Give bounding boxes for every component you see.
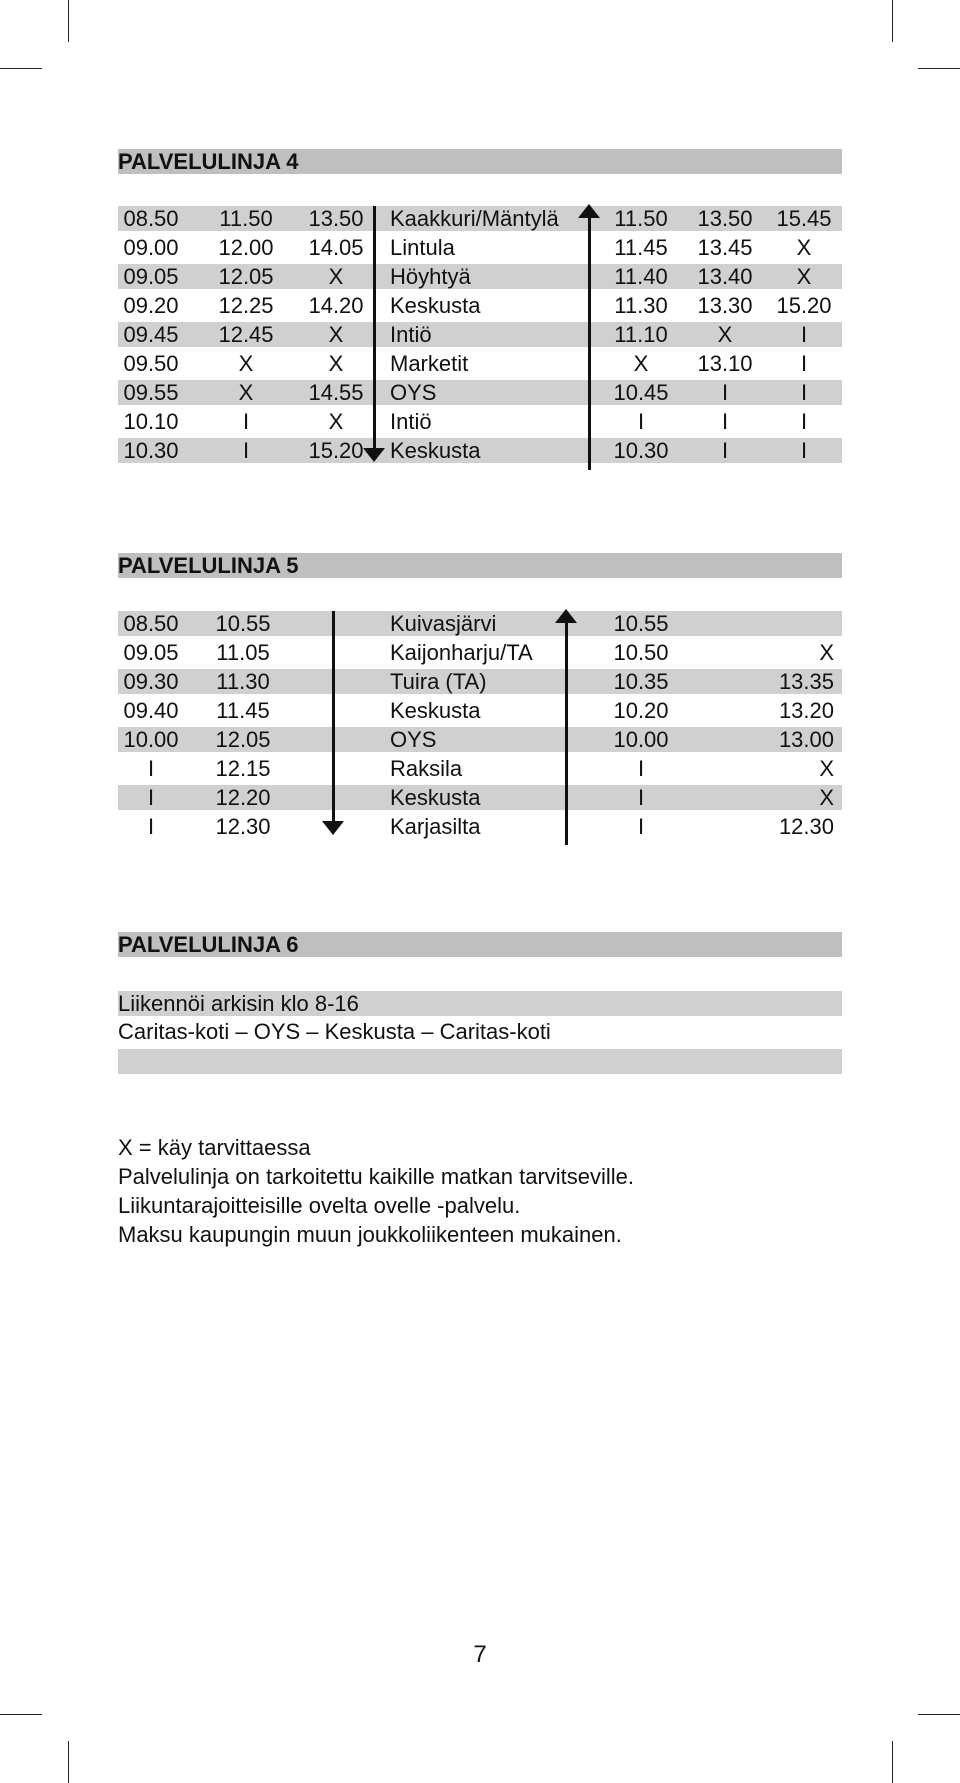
timetable-row (118, 609, 842, 638)
timetable-row (118, 233, 842, 262)
crop-mark (918, 68, 960, 69)
line6-route: Caritas-koti – OYS – Keskusta – Caritas-koti (118, 1019, 551, 1044)
up-arrow-icon (555, 609, 577, 623)
timetable-row (118, 204, 842, 233)
outbound-direction-line (332, 611, 335, 821)
return-departure-2: I (721, 380, 729, 405)
crop-mark (0, 68, 42, 69)
stop-name: Karjasilta (390, 814, 481, 839)
outbound-departure-1: 09.00 (123, 235, 179, 260)
outbound-departure-3: 14.20 (308, 293, 364, 318)
timetable-row (118, 667, 842, 696)
return-departure-3: I (800, 351, 808, 376)
outbound-departure-1: 09.05 (123, 264, 179, 289)
return-departure-1: 10.00 (613, 727, 669, 752)
return-departure-2: 13.20 (778, 698, 834, 723)
page-number: 7 (473, 1641, 487, 1668)
return-departure-1: 10.45 (613, 380, 669, 405)
return-departure-1: I (637, 756, 645, 781)
line4-timetable (118, 204, 842, 465)
outbound-departure-3: 14.05 (308, 235, 364, 260)
return-departure-2: I (721, 438, 729, 463)
timetable-row (118, 436, 842, 465)
timetable-row (118, 696, 842, 725)
crop-mark (892, 1741, 893, 1783)
crop-mark (68, 0, 69, 42)
return-departure-2: 13.45 (697, 235, 753, 260)
stop-name: Keskusta (390, 438, 481, 463)
outbound-departure-2: I (242, 438, 250, 463)
stop-name: Keskusta (390, 785, 481, 810)
return-departure-3: X (796, 264, 812, 289)
outbound-departure-1: 09.05 (123, 640, 179, 665)
timetable-row (118, 262, 842, 291)
outbound-departure-2: 12.05 (218, 264, 274, 289)
outbound-departure-1: 09.45 (123, 322, 179, 347)
outbound-departure-1: 08.50 (123, 206, 179, 231)
outbound-departure-3: 15.20 (308, 438, 364, 463)
crop-mark (892, 0, 893, 42)
outbound-departure-2: I (242, 409, 250, 434)
timetable-row (118, 349, 842, 378)
return-departure-1: 10.30 (613, 438, 669, 463)
return-departure-2: 13.10 (697, 351, 753, 376)
return-departure-2: 12.30 (778, 814, 834, 839)
crop-mark (918, 1714, 960, 1715)
return-departure-3: I (800, 322, 808, 347)
return-departure-3: I (800, 409, 808, 434)
timetable-row (118, 320, 842, 349)
return-departure-2: X (819, 756, 834, 781)
outbound-departure-1: I (147, 756, 155, 781)
note-door-to-door: Liikuntarajoitteisille ovelta ovelle -palvelu. (118, 1193, 521, 1218)
stop-name: Keskusta (390, 698, 481, 723)
down-arrow-icon (322, 821, 344, 835)
return-departure-3: 15.20 (776, 293, 832, 318)
outbound-departure-3: X (328, 351, 344, 376)
outbound-departure-3: 13.50 (308, 206, 364, 231)
outbound-departure-2: 12.45 (218, 322, 274, 347)
outbound-departure-1: 09.20 (123, 293, 179, 318)
return-departure-1: 10.35 (613, 669, 669, 694)
outbound-departure-2: 12.00 (218, 235, 274, 260)
outbound-departure-2: X (238, 380, 254, 405)
note-fare: Maksu kaupungin muun joukkoliikenteen mukainen. (118, 1222, 622, 1247)
outbound-departure-3: X (328, 409, 344, 434)
stop-name: Kuivasjärvi (390, 611, 497, 636)
outbound-departure-2: 11.50 (219, 206, 273, 231)
outbound-departure-1: 08.50 (123, 611, 179, 636)
stop-name: Tuira (TA) (390, 669, 487, 694)
timetable-row (118, 812, 842, 841)
return-departure-2: 13.30 (697, 293, 753, 318)
timetable-row (118, 725, 842, 754)
timetable-row (118, 407, 842, 436)
return-departure-1: 11.30 (614, 293, 668, 318)
outbound-departure-1: 10.30 (123, 438, 179, 463)
return-departure-1: I (637, 814, 645, 839)
note-purpose: Palvelulinja on tarkoitettu kaikille matkan tarvitseville. (118, 1164, 635, 1189)
line6-hours: Liikennöi arkisin klo 8-16 (118, 991, 359, 1016)
return-departure-1: X (633, 351, 649, 376)
return-departure-2: X (819, 785, 834, 810)
return-direction-line (565, 619, 568, 845)
outbound-departure-3: X (328, 264, 344, 289)
outbound-departure-1: 10.00 (123, 727, 179, 752)
return-departure-2: I (721, 409, 729, 434)
note-x-explanation: X = käy tarvittaessa (118, 1135, 311, 1160)
outbound-departure-1: 09.55 (123, 380, 179, 405)
stop-name: Intiö (390, 409, 432, 434)
return-departure-3: X (796, 235, 812, 260)
outbound-departure-2: 11.45 (216, 698, 270, 723)
outbound-departure-1: 09.30 (123, 669, 179, 694)
outbound-departure-2: 10.55 (215, 611, 271, 636)
return-departure-3: 15.45 (776, 206, 832, 231)
stop-name: OYS (390, 727, 437, 752)
outbound-departure-1: I (147, 814, 155, 839)
timetable-row (118, 783, 842, 812)
outbound-departure-3: 14.55 (308, 380, 364, 405)
stop-name: Keskusta (390, 293, 481, 318)
outbound-departure-1: 10.10 (123, 409, 179, 434)
outbound-departure-3: X (328, 322, 344, 347)
outbound-direction-line (373, 206, 376, 450)
return-departure-1: I (637, 409, 645, 434)
stop-name: OYS (390, 380, 437, 405)
return-departure-1: 11.40 (614, 264, 668, 289)
stop-name: Intiö (390, 322, 432, 347)
return-departure-1: 11.10 (614, 322, 668, 347)
return-departure-2: 13.40 (697, 264, 753, 289)
outbound-departure-1: 09.50 (123, 351, 179, 376)
stop-name: Kaijonharju/TA (390, 640, 533, 665)
return-direction-line (588, 212, 591, 470)
outbound-departure-2: 12.15 (215, 756, 271, 781)
line5-title: PALVELULINJA 5 (118, 553, 842, 578)
return-departure-2: 13.35 (778, 669, 834, 694)
outbound-departure-2: 11.30 (216, 669, 270, 694)
return-departure-2: X (819, 640, 834, 665)
timetable-row (118, 378, 842, 407)
return-departure-2: 13.00 (778, 727, 834, 752)
outbound-departure-2: 12.20 (215, 785, 271, 810)
outbound-departure-2: 12.05 (215, 727, 271, 752)
outbound-departure-2: 12.30 (215, 814, 271, 839)
outbound-departure-1: I (147, 785, 155, 810)
stop-name: Kaakkuri/Mäntylä (390, 206, 559, 231)
up-arrow-icon (578, 204, 600, 218)
line5-timetable (118, 609, 842, 841)
return-departure-2: X (717, 322, 733, 347)
crop-mark (0, 1714, 42, 1715)
outbound-departure-2: 12.25 (218, 293, 274, 318)
return-departure-2: 13.50 (697, 206, 753, 231)
timetable-row (118, 291, 842, 320)
stop-name: Lintula (390, 235, 455, 260)
return-departure-1: 11.50 (614, 206, 668, 231)
outbound-departure-2: X (238, 351, 254, 376)
stop-name: Raksila (390, 756, 463, 781)
stop-name: Höyhtyä (390, 264, 471, 289)
line6-empty-band (118, 1049, 842, 1074)
return-departure-3: I (800, 380, 808, 405)
return-departure-3: I (800, 438, 808, 463)
line4-title: PALVELULINJA 4 (118, 149, 842, 174)
outbound-departure-2: 11.05 (216, 640, 270, 665)
timetable-row (118, 638, 842, 667)
timetable-row (118, 754, 842, 783)
down-arrow-icon (363, 448, 385, 462)
return-departure-1: I (637, 785, 645, 810)
return-departure-1: 11.45 (614, 235, 668, 260)
return-departure-1: 10.55 (613, 611, 669, 636)
return-departure-1: 10.50 (613, 640, 669, 665)
outbound-departure-1: 09.40 (123, 698, 179, 723)
return-departure-1: 10.20 (613, 698, 669, 723)
line6-title: PALVELULINJA 6 (118, 932, 842, 957)
stop-name: Marketit (390, 351, 469, 376)
crop-mark (68, 1741, 69, 1783)
